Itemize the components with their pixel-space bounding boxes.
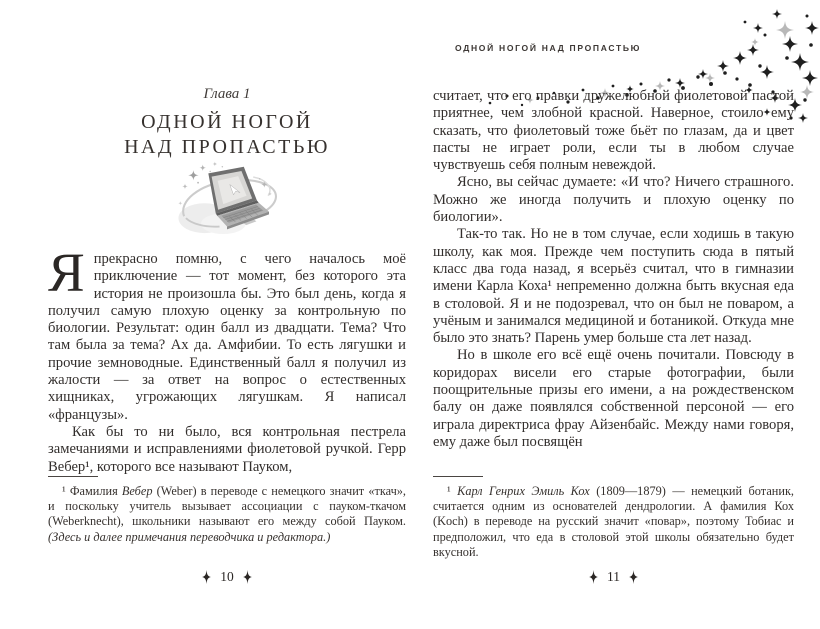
four-point-star-icon: [589, 570, 598, 584]
chapter-label: Глава 1: [203, 86, 251, 102]
footnote-rule: [433, 476, 483, 477]
page-number: 11: [607, 569, 620, 584]
footnote-text: ¹ Карл Генрих Эмиль Кох (1809—1879) — немецкий ботаник, считается одним из основателей дендрологии. А фамилия Кох (Koch) в переводе на русский значит «повар», поэтому Тобиас и предположил, что еда в столовой этой школы обязательно будет вкусной.: [433, 484, 794, 559]
footnote-rule: [48, 476, 98, 477]
page-footer: [433, 569, 794, 585]
right-page: [433, 0, 794, 629]
left-body-text: [48, 242, 406, 476]
laptop-illustration: [171, 160, 283, 257]
four-point-star-icon: [202, 570, 211, 584]
four-point-star-icon: [243, 570, 252, 584]
laptop-with-magic-swirl-icon: [171, 160, 283, 252]
page-number: 10: [220, 569, 234, 584]
running-head: ОДНОЙ НОГОЙ НАД ПРОПАСТЬЮ: [455, 43, 642, 53]
paragraph: Как бы то ни было, вся контрольная пестрела замечаниями и исправлениями фиолетовой ручкой. Герр Вебер¹, которого все называют Пауком,: [48, 423, 406, 475]
page-footer: [48, 569, 406, 585]
left-page: [48, 0, 406, 629]
footnote: [48, 476, 406, 545]
paragraph: Так-то так. Но не в том случае, если ходишь в такую школу, как моя. Прежде чем поступить сюда в пятый класс два года назад, я всерьёз считал, что в гимназии имени Карла Коха¹ непременно должна быть вкусная еда в столовой. Я и не подозревал, что он был не поваром, а учёным и занимался медициной и ботаникой. Откуда мне было это знать? Парень умер больше ста лет назад.: [433, 226, 794, 347]
paragraph: Ясно, вы сейчас думаете: «И что? Ничего страшного. Можно же иногда получить и плохую оценку по биологии».: [433, 174, 794, 226]
footnote: [433, 476, 794, 560]
chapter-title-line2: НАД ПРОПАСТЬЮ: [124, 136, 330, 158]
footnote-text: ¹ Фамилия Вебер (Weber) в переводе с немецкого значит «ткач», и поскольку учитель вызывает ассоциации с пауком-ткачом (Weberknecht), школьники называют его между собой Пауком. (Здесь и далее примечания переводчика и редактора.): [48, 484, 406, 544]
chapter-title-line1: ОДНОЙ НОГОЙ: [141, 111, 313, 133]
paragraph: [48, 242, 406, 424]
four-point-star-icon: [629, 570, 638, 584]
right-body-text: [433, 88, 794, 451]
paragraph-text: прекрасно помню, с чего началось моё приключение — тот момент, без которого эта история не произошла бы. Это был день, когда я получил самую плохую оценку за контрольную по биологии. Результат: один балл из двадцати. Тема? Что там была за тема? Ах да. Амфибии. То есть лягушки и прочие земноводные. Единственный балл я получил из жалости — за ответ на вопрос о естественных хищниках, угрожающих лягушкам. Я написал «французы».: [48, 251, 406, 423]
chapter-title: [48, 110, 406, 160]
drop-cap: Я: [48, 242, 85, 303]
paragraph: считает, что его правки дружелюбной фиолетовой пастой приятнее, чем злобной красной. Наверное, стоило ему сказать, что фиолетовый тоже бьёт по глазам, да и цвет пасты не играет роли, если ты в любом случае чувствуешь себя полным невеждой.: [433, 88, 794, 174]
paragraph: Но в школе его всё ещё очень почитали. Повсюду в коридорах висели его старые фотографии, были поощрительные призы его имени, а на рождественском балу он даже появлялся собственной персоной — его играла директриса фрау Айзенбайс. Между нами говоря, ему даже был посвящён: [433, 347, 794, 450]
